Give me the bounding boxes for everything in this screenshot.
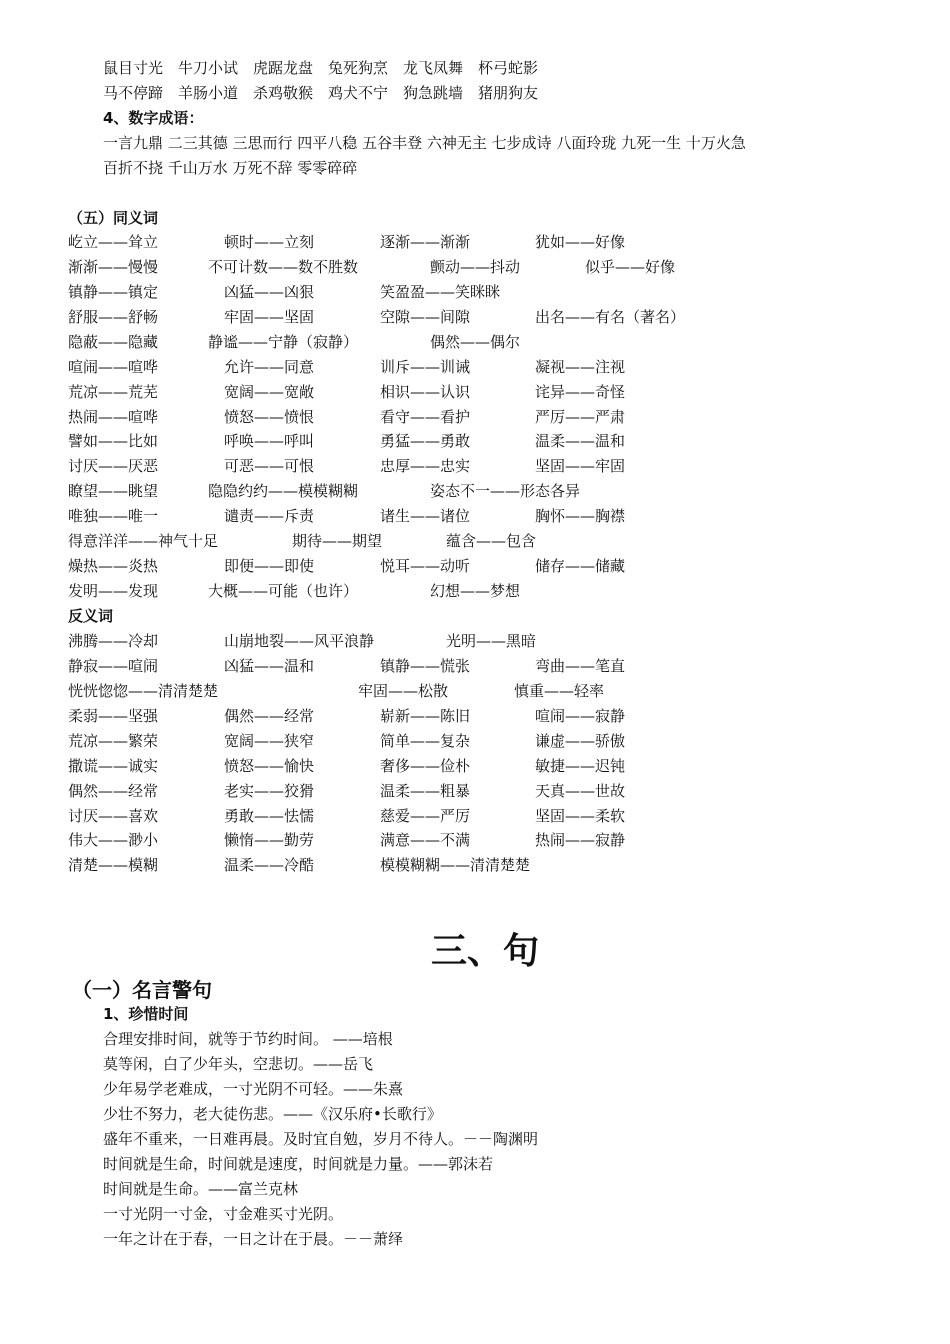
synonym-pair: 空隙——间隙 [380, 307, 471, 326]
antonym-pair: 喧闹——寂静 [535, 706, 626, 725]
synonym-pair: 讨厌——厌恶 [68, 457, 159, 476]
synonym-pair: 可恶——可恨 [224, 457, 315, 476]
synonym-pair: 镇静——镇定 [68, 282, 159, 301]
synonym-pair: 期待——期望 [292, 532, 383, 551]
antonym-pair: 天真——世故 [535, 781, 626, 800]
synonym-pair: 凶猛——凶狠 [224, 282, 315, 301]
synonym-pair: 胸怀——胸襟 [535, 507, 626, 526]
synonym-pair: 似乎——好像 [585, 257, 676, 276]
synonym-pair: 逐渐——渐渐 [380, 233, 471, 251]
antonyms-heading: 反义词 [68, 607, 114, 625]
synonym-pair: 隐隐约约——模模糊糊 [208, 482, 359, 501]
antonym-pair: 谦虚——骄傲 [535, 731, 626, 750]
antonym-pair: 简单——复杂 [380, 731, 471, 750]
synonym-pair: 顿时——立刻 [224, 233, 315, 251]
antonym-pair: 满意——不满 [380, 831, 471, 850]
antonym-pair: 宽阔——狭窄 [224, 731, 315, 750]
antonym-pair: 模模糊糊——清清楚楚 [380, 856, 531, 875]
animal-idioms-line-2: 马不停蹄 羊肠小道 杀鸡敬猴 鸡犬不宁 狗急跳墙 猪朋狗友 [103, 84, 539, 102]
synonym-pair: 悦耳——动听 [380, 557, 471, 576]
antonym-pair: 温柔——冷酷 [224, 856, 315, 875]
antonym-pair: 敏捷——迟钝 [535, 756, 626, 775]
number-idioms-line-1: 一言九鼎 二三其德 三思而行 四平八稳 五谷丰登 六神无主 七步成诗 八面玲珑 九死一生 十万火急 [103, 134, 746, 152]
synonym-pair: 储存——储藏 [535, 557, 626, 576]
number-idioms-heading: 4、数字成语： [103, 109, 204, 127]
antonym-pair: 撒谎——诚实 [68, 756, 159, 775]
synonym-pair: 颤动——抖动 [430, 257, 521, 276]
quote-line: 一年之计在于春，一日之计在于晨。－－萧绎 [103, 1230, 404, 1248]
synonym-pair: 宽阔——宽敞 [224, 382, 315, 401]
antonym-pair: 镇静——慌张 [380, 656, 471, 675]
antonym-pair: 偶然——经常 [224, 706, 315, 725]
synonym-pair: 喧闹——喧哗 [68, 357, 159, 376]
synonym-pair: 姿态不一——形态各异 [430, 482, 581, 501]
antonym-pair: 懒惰——勤劳 [224, 831, 315, 850]
synonym-pair: 愤怒——愤恨 [224, 407, 315, 426]
synonym-pair: 忠厚——忠实 [380, 457, 471, 476]
antonym-pair: 讨厌——喜欢 [68, 806, 159, 825]
antonym-pair: 弯曲——笔直 [535, 656, 626, 675]
synonym-pair: 静谧——宁静（寂静） [208, 332, 359, 351]
synonym-pair: 牢固——坚固 [224, 307, 315, 326]
synonym-pair: 坚固——牢固 [535, 457, 626, 476]
antonym-pair: 荒凉——繁荣 [68, 731, 159, 750]
synonym-pair: 发明——发现 [68, 582, 159, 601]
synonym-pair: 蕴含——包含 [446, 532, 537, 551]
synonym-pair: 屹立——耸立 [68, 233, 159, 251]
synonym-pair: 热闹——喧哗 [68, 407, 159, 426]
quote-line: 一寸光阴一寸金，寸金难买寸光阴。 [103, 1205, 344, 1223]
antonym-pair: 偶然——经常 [68, 781, 159, 800]
antonym-pair: 温柔——粗暴 [380, 781, 471, 800]
synonym-pair: 谴责——斥责 [224, 507, 315, 526]
synonym-pair: 大概——可能（也许） [208, 582, 359, 601]
antonym-pair: 沸腾——冷却 [68, 632, 159, 650]
synonym-pair: 得意洋洋——神气十足 [68, 532, 219, 551]
synonym-pair: 出名——有名（著名） [535, 307, 686, 326]
synonym-pair: 呼唤——呼叫 [224, 432, 315, 451]
antonym-pair: 崭新——陈旧 [380, 706, 471, 725]
quote-line: 合理安排时间，就等于节约时间。 ——培根 [103, 1030, 393, 1048]
synonym-pair: 笑盈盈——笑眯眯 [380, 282, 501, 301]
quotes-heading: （一）名言警句 [72, 978, 212, 1002]
antonym-pair: 坚固——柔软 [535, 806, 626, 825]
antonym-pair: 奢侈——俭朴 [380, 756, 471, 775]
synonym-pair: 温柔——温和 [535, 432, 626, 451]
synonym-pair: 看守——看护 [380, 407, 471, 426]
antonym-pair: 山崩地裂——风平浪静 [224, 632, 375, 650]
antonym-pair: 老实——狡猾 [224, 781, 315, 800]
antonym-pair: 愤怒——愉快 [224, 756, 315, 775]
antonym-pair: 凶猛——温和 [224, 656, 315, 675]
synonym-pair: 譬如——比如 [68, 432, 159, 451]
synonym-pair: 相识——认识 [380, 382, 471, 401]
animal-idioms-line-1: 鼠目寸光 牛刀小试 虎踞龙盘 兔死狗烹 龙飞凤舞 杯弓蛇影 [103, 59, 539, 77]
synonym-pair: 勇猛——勇敢 [380, 432, 471, 451]
synonym-pair: 训斥——训诫 [380, 357, 471, 376]
antonym-pair: 牢固——松散 [358, 681, 449, 700]
synonym-pair: 允许——同意 [224, 357, 315, 376]
antonym-pair: 恍恍惚惚——清清楚楚 [68, 681, 219, 700]
antonym-pair: 清楚——模糊 [68, 856, 159, 875]
antonym-pair: 勇敢——怯懦 [224, 806, 315, 825]
synonym-pair: 燥热——炎热 [68, 557, 159, 576]
synonym-pair: 不可计数——数不胜数 [208, 257, 359, 276]
synonym-pair: 严厉——严肃 [535, 407, 626, 426]
synonym-pair: 瞭望——眺望 [68, 482, 159, 501]
antonym-pair: 伟大——渺小 [68, 831, 159, 850]
synonym-pair: 唯独——唯一 [68, 507, 159, 526]
antonym-pair: 热闹——寂静 [535, 831, 626, 850]
antonym-pair: 慎重——轻率 [514, 681, 605, 700]
quote-line: 时间就是生命。——富兰克林 [103, 1180, 299, 1198]
quote-line: 时间就是生命，时间就是速度，时间就是力量。——郭沫若 [103, 1155, 494, 1173]
synonym-pair: 幻想——梦想 [430, 582, 521, 601]
synonyms-heading: （五）同义词 [68, 209, 159, 227]
quote-line: 盛年不重来，一日难再晨。及时宜自勉，岁月不待人。－－陶渊明 [103, 1130, 539, 1148]
synonym-pair: 隐蔽——隐藏 [68, 332, 159, 351]
antonym-pair: 光明——黑暗 [446, 632, 537, 650]
antonym-pair: 慈爱——严厉 [380, 806, 471, 825]
number-idioms-line-2: 百折不挠 千山万水 万死不辞 零零碎碎 [103, 159, 358, 177]
synonym-pair: 舒服——舒畅 [68, 307, 159, 326]
synonym-pair: 犹如——好像 [535, 233, 626, 251]
synonym-pair: 凝视——注视 [535, 357, 626, 376]
synonym-pair: 荒凉——荒芜 [68, 382, 159, 401]
quote-line: 少年易学老难成，一寸光阴不可轻。——朱熹 [103, 1080, 404, 1098]
synonym-pair: 诸生——诸位 [380, 507, 471, 526]
antonym-pair: 静寂——喧闹 [68, 656, 159, 675]
section-title: 三、句 [430, 930, 539, 972]
quote-line: 莫等闲，白了少年头，空悲切。——岳飞 [103, 1055, 374, 1073]
synonym-pair: 即便——即使 [224, 557, 315, 576]
synonym-pair: 偶然——偶尔 [430, 332, 521, 351]
quote-line: 少壮不努力，老大徒伤悲。——《汉乐府•长歌行》 [103, 1105, 442, 1123]
synonym-pair: 渐渐——慢慢 [68, 257, 159, 276]
synonym-pair: 诧异——奇怪 [535, 382, 626, 401]
antonym-pair: 柔弱——坚强 [68, 706, 159, 725]
quotes-subheading: 1、珍惜时间 [103, 1005, 189, 1023]
